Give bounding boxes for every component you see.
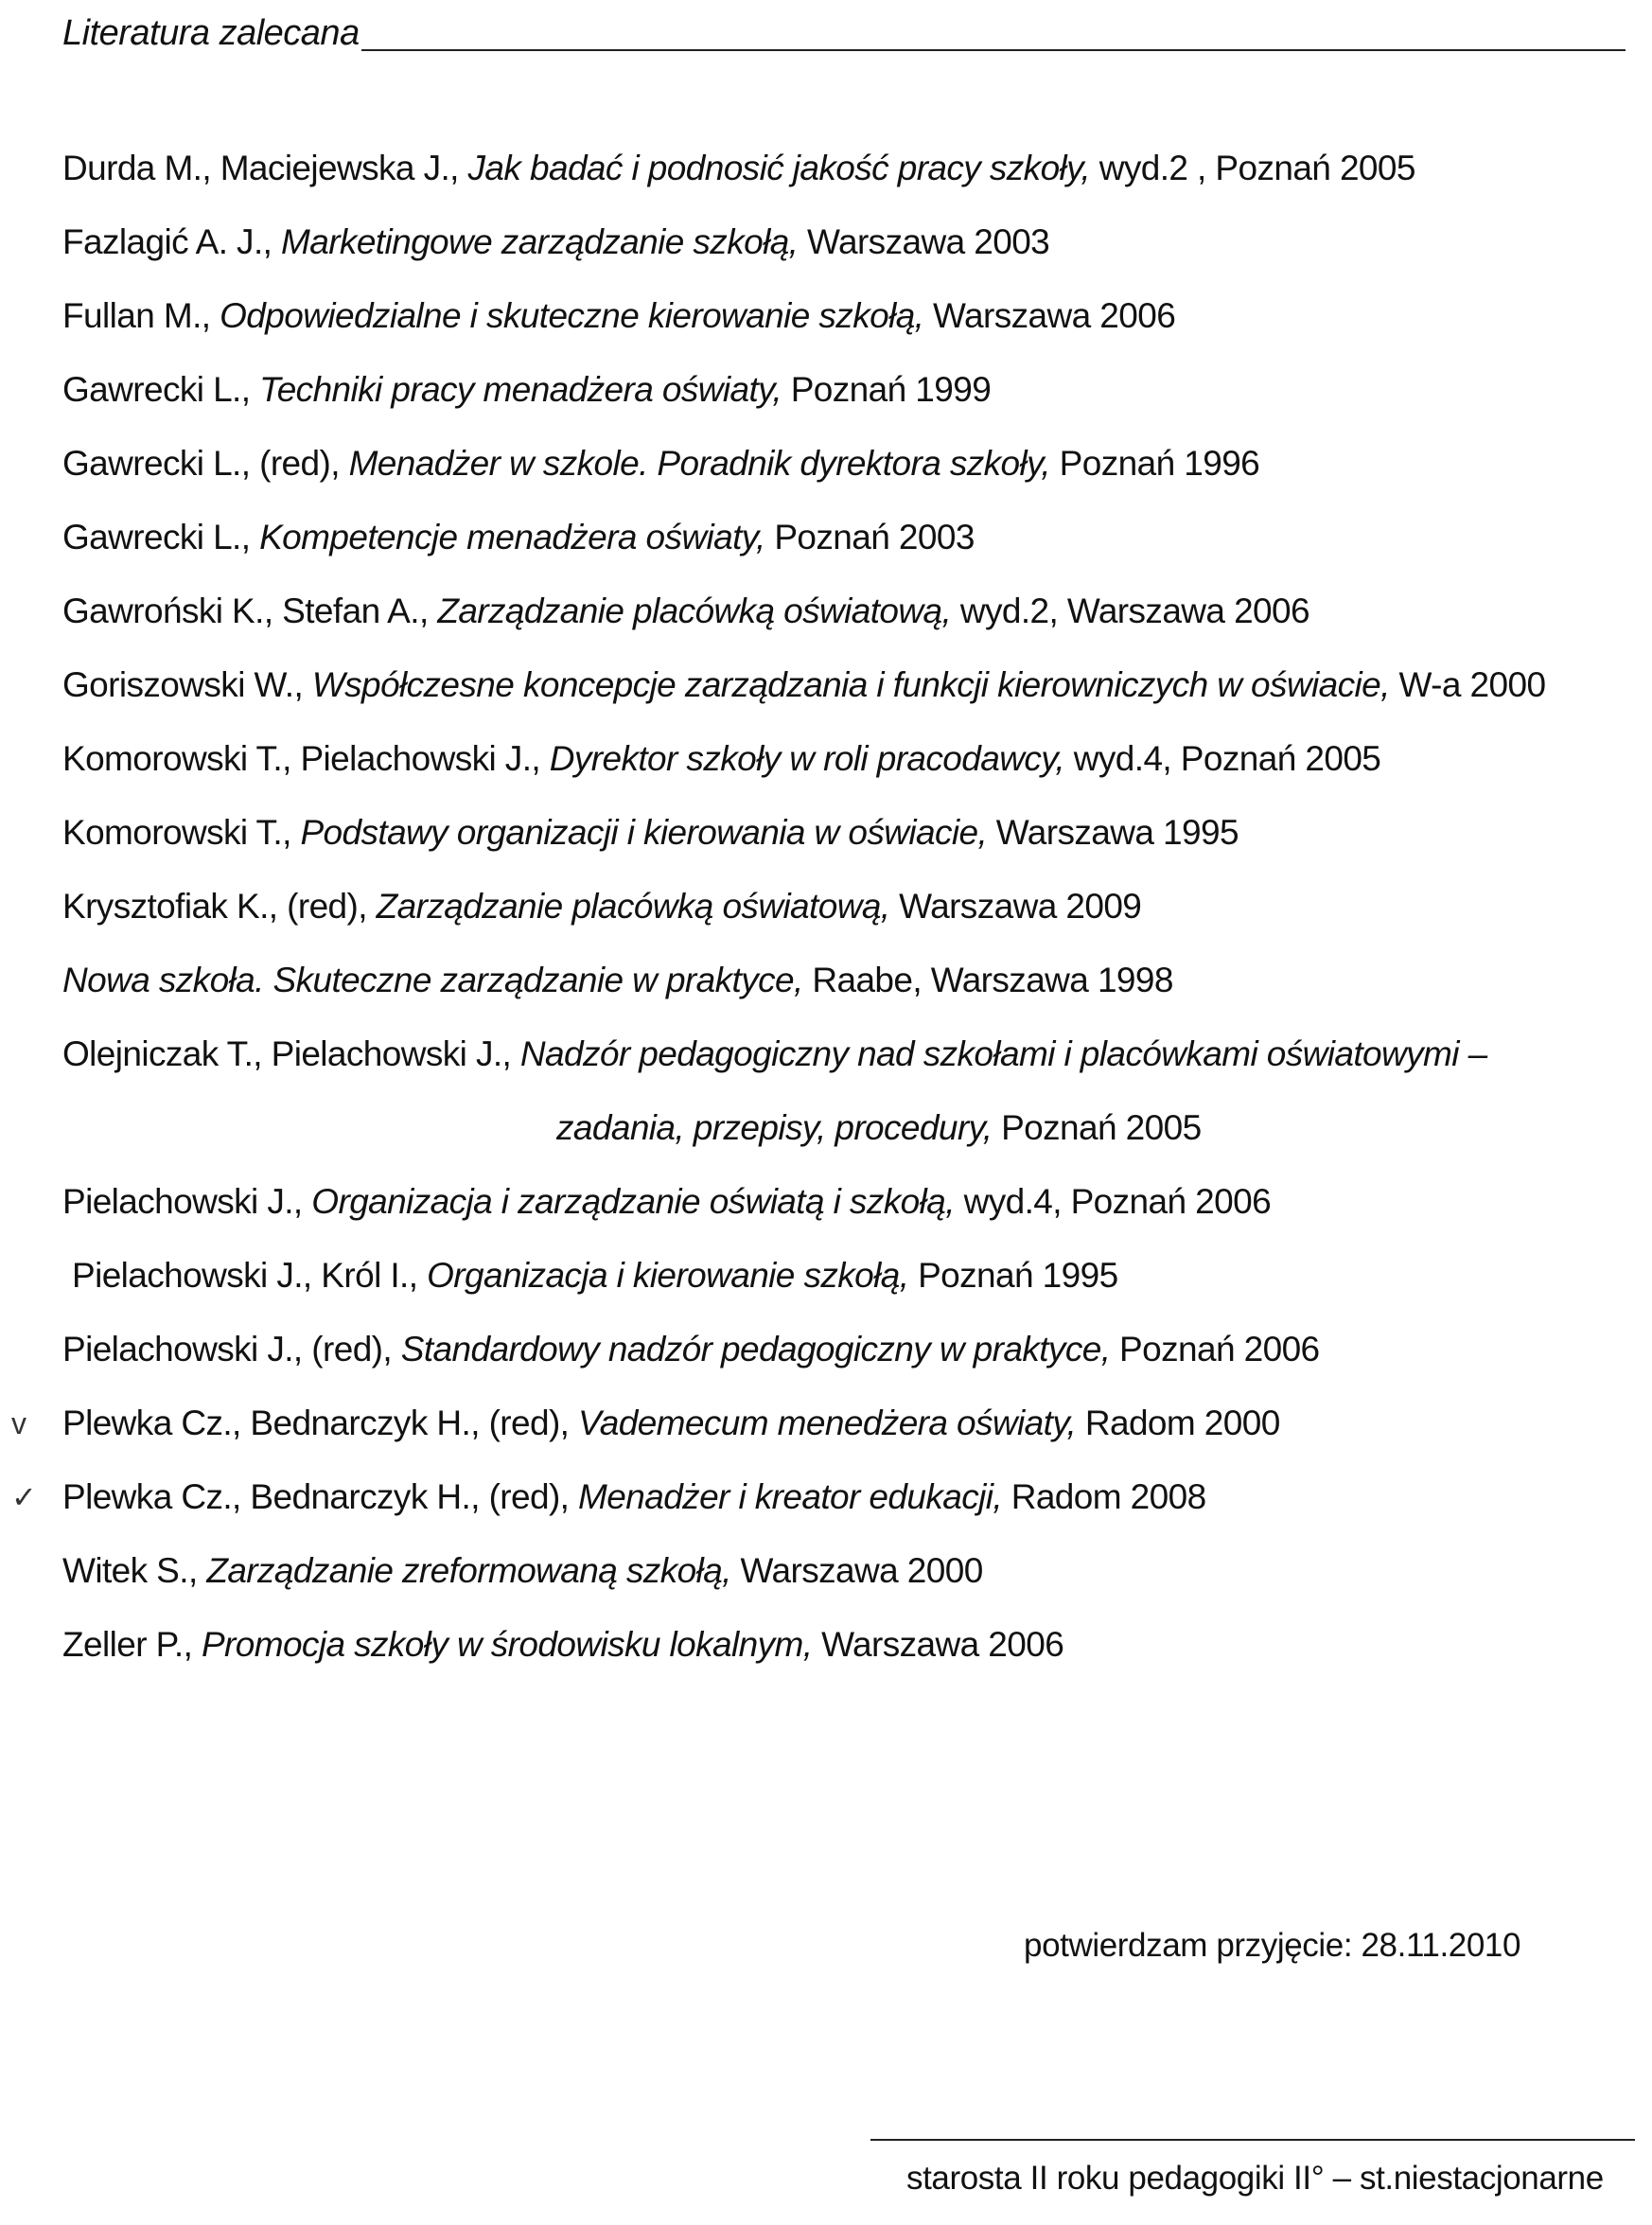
entry-title: Zarządzanie zreformowaną szkołą, [206, 1551, 731, 1590]
entry-title: Zarządzanie placówką oświatową, [437, 592, 952, 630]
entry-title: Podstawy organizacji i kierowania w oświacie, [300, 813, 988, 852]
entry-publication: wyd.2, Warszawa 2006 [951, 592, 1309, 630]
receipt-confirmation: potwierdzam przyjęcie: 28.11.2010 [1024, 1927, 1521, 1964]
bibliography-entry [62, 1543, 1595, 1616]
entry-author: Goriszowski W., [62, 665, 312, 704]
entry-title: Marketingowe zarządzanie szkołą, [281, 222, 799, 261]
entry-author: Fullan M., [62, 296, 220, 335]
entry-title: Nadzór pedagogiczny nad szkołami i placówkami oświatowymi – [519, 1034, 1487, 1073]
entry-publication: Poznań 2005 [992, 1108, 1202, 1147]
bibliography-entry [62, 140, 1595, 214]
entry-title: Nowa szkoła. Skuteczne zarządzanie w praktyce, [62, 961, 803, 999]
entry-title: Odpowiedzialne i skuteczne kierowanie szkołą, [220, 296, 924, 335]
bibliography-entry [62, 1026, 1595, 1174]
entry-author: Plewka Cz., Bednarczyk H., (red), [62, 1404, 579, 1442]
entry-publication: Poznań 1999 [782, 370, 992, 409]
entry-title: Dyrektor szkoły w roli pracodawcy, [549, 739, 1065, 778]
entry-author: Komorowski T., [62, 813, 301, 852]
entry-title: Organizacja i kierowanie szkołą, [427, 1256, 909, 1295]
checkmark-icon: ✓ [11, 1480, 37, 1514]
heading-row [62, 13, 1633, 70]
entry-author: Zeller P., [62, 1625, 202, 1664]
entry-title: Organizacja i zarządzanie oświatą i szkołą, [311, 1182, 955, 1221]
entry-publication: Warszawa 1995 [987, 813, 1239, 852]
bibliography-entry [62, 288, 1595, 362]
entry-author: Witek S., [62, 1551, 207, 1590]
signature-caption: starosta II roku pedagogiki II° – st.niestacjonarne [906, 2160, 1604, 2197]
entry-author: Gawrecki L., (red), [62, 444, 349, 483]
entry-publication: Poznań 2003 [764, 518, 975, 556]
entry-publication: Warszawa 2006 [812, 1625, 1064, 1664]
entry-author: Pielachowski J., [62, 1182, 312, 1221]
entry-title: Jak badać i podnosić jakość pracy szkoły, [467, 149, 1091, 187]
entry-publication: wyd.4, Poznań 2005 [1064, 739, 1381, 778]
entry-publication: Warszawa 2006 [923, 296, 1176, 335]
bibliography-entry [62, 1616, 1595, 1690]
bibliography-entry [62, 1247, 1595, 1321]
bibliography-entry [62, 1321, 1595, 1395]
entry-publication: Radom 2008 [1002, 1477, 1206, 1516]
checkmark-icon: v [11, 1406, 26, 1440]
entry-title: Vademecum menedżera oświaty, [578, 1404, 1077, 1442]
entry-publication: Warszawa 2000 [730, 1551, 983, 1590]
entry-publication: Warszawa 2003 [798, 222, 1050, 261]
entry-author: Pielachowski J., (red), [62, 1330, 401, 1369]
entry-publication: Radom 2000 [1076, 1404, 1280, 1442]
signature-line [870, 2139, 1635, 2141]
section-heading: Literatura zalecana [62, 13, 360, 53]
entry-author: Krysztofiak K., (red), [62, 887, 377, 926]
entry-author: Olejniczak T., Pielachowski J., [62, 1034, 520, 1073]
entry-publication: W-a 2000 [1389, 665, 1546, 704]
bibliography-entry [62, 731, 1595, 804]
entry-title: Standardowy nadzór pedagogiczny w praktyce, [400, 1330, 1111, 1369]
bibliography-entry [62, 878, 1595, 952]
bibliography-entry [62, 509, 1595, 583]
entry-author: Durda M., Maciejewska J., [62, 149, 468, 187]
bibliography-entry [62, 804, 1595, 878]
entry-publication: Poznań 1996 [1049, 444, 1260, 483]
entry-author: Plewka Cz., Bednarczyk H., (red), [62, 1477, 579, 1516]
entry-title: Zarządzanie placówką oświatową, [376, 887, 890, 926]
bibliography-entry [62, 362, 1595, 435]
bibliography-entry [11, 1469, 1595, 1543]
bibliography-entry [62, 657, 1595, 731]
entry-publication: Warszawa 2009 [889, 887, 1142, 926]
entry-title: Kompetencje menadżera oświaty, [259, 518, 765, 556]
bibliography-entry [62, 583, 1595, 657]
heading-underline [361, 49, 1626, 51]
entry-title: Menadżer i kreator edukacji, [578, 1477, 1003, 1516]
bibliography-entry [62, 952, 1595, 1026]
entry-title: Menadżer w szkole. Poradnik dyrektora szkoły, [348, 444, 1050, 483]
entry-title: Promocja szkoły w środowisku lokalnym, [201, 1625, 813, 1664]
bibliography-list [11, 140, 1595, 1690]
entry-author: Gawroński K., Stefan A., [62, 592, 438, 630]
entry-publication: Raabe, Warszawa 1998 [802, 961, 1173, 999]
entry-author: Pielachowski J., Król I., [72, 1256, 428, 1295]
entry-author: Gawrecki L., [62, 518, 260, 556]
entry-publication: wyd.4, Poznań 2006 [954, 1182, 1272, 1221]
entry-publication: Poznań 1995 [908, 1256, 1118, 1295]
bibliography-entry [62, 435, 1595, 509]
entry-author: Fazlagić A. J., [62, 222, 281, 261]
entry-title: Techniki pracy menadżera oświaty, [259, 370, 782, 409]
entry-publication: Poznań 2006 [1110, 1330, 1320, 1369]
entry-author: Komorowski T., Pielachowski J., [62, 739, 550, 778]
entry-title-continuation: zadania, przepisy, procedury, [556, 1108, 993, 1147]
entry-publication: wyd.2 , Poznań 2005 [1090, 149, 1415, 187]
bibliography-entry [11, 1395, 1595, 1469]
entry-continuation [556, 1100, 1202, 1157]
bibliography-entry [62, 1174, 1595, 1247]
entry-author: Gawrecki L., [62, 370, 260, 409]
entry-title: Współczesne koncepcje zarządzania i funkcji kierowniczych w oświacie, [311, 665, 1390, 704]
bibliography-entry [62, 214, 1595, 288]
